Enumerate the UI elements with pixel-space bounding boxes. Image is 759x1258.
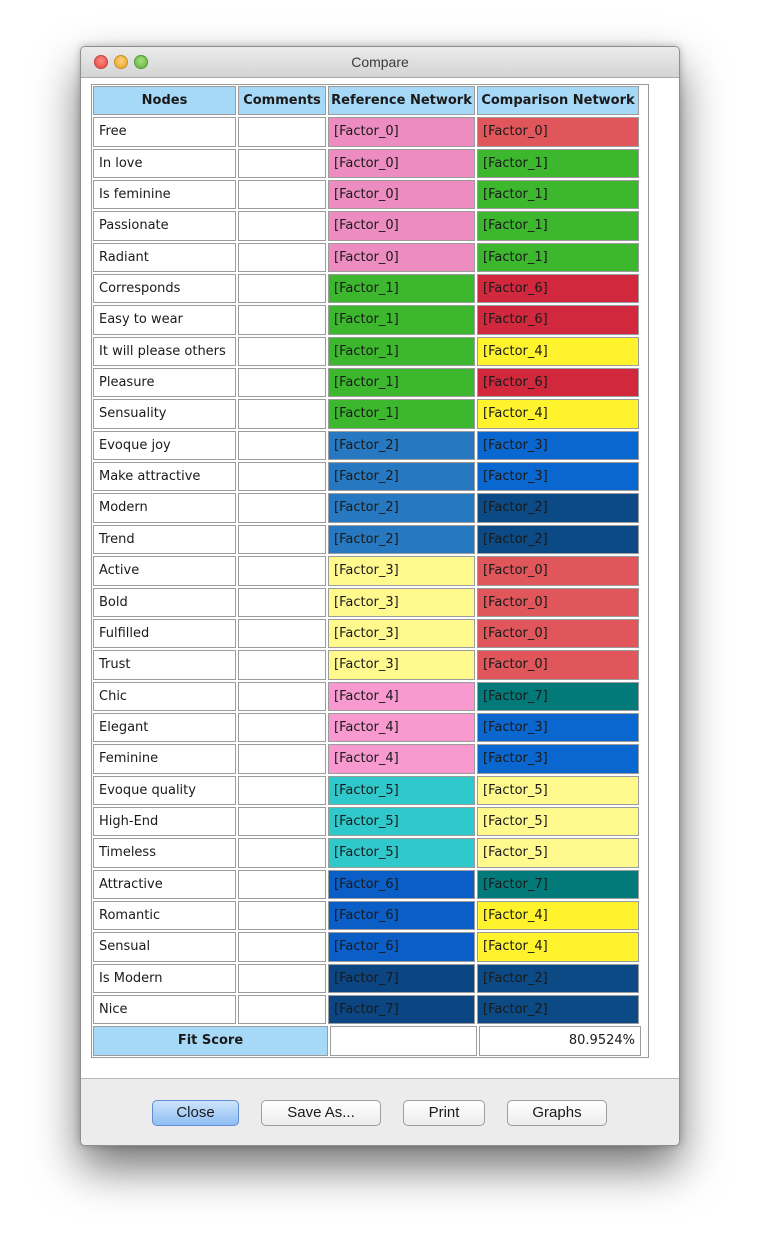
reference-factor-cell[interactable]: [Factor_3] <box>328 619 475 648</box>
comparison-factor-cell[interactable]: [Factor_4] <box>477 399 639 428</box>
header-row <box>92 85 648 116</box>
comparison-factor-cell[interactable]: [Factor_4] <box>477 901 639 930</box>
button-bar <box>81 1078 679 1145</box>
table-row <box>92 837 648 868</box>
reference-factor-cell[interactable]: [Factor_5] <box>328 807 475 836</box>
reference-factor-cell[interactable]: [Factor_2] <box>328 525 475 554</box>
table-row <box>92 555 648 586</box>
reference-factor-cell[interactable]: [Factor_6] <box>328 901 475 930</box>
reference-factor-cell[interactable]: [Factor_2] <box>328 493 475 522</box>
comment-cell[interactable] <box>238 431 326 460</box>
comparison-factor-cell[interactable]: [Factor_1] <box>477 149 639 178</box>
graphs-button[interactable]: Graphs <box>507 1100 607 1126</box>
comment-cell[interactable] <box>238 211 326 240</box>
table-row <box>92 367 648 398</box>
window-title: Compare <box>351 54 409 70</box>
table-row <box>92 963 648 994</box>
node-cell[interactable]: Sensual <box>93 932 236 961</box>
node-cell[interactable]: Is Modern <box>93 964 236 993</box>
comparison-factor-cell[interactable]: [Factor_1] <box>477 180 639 209</box>
node-cell[interactable]: Attractive <box>93 870 236 899</box>
table-row <box>92 242 648 273</box>
fit-score-row <box>92 1025 648 1056</box>
node-cell[interactable]: Romantic <box>93 901 236 930</box>
comment-cell[interactable] <box>238 149 326 178</box>
table-row <box>92 179 648 210</box>
table-row <box>92 806 648 837</box>
comparison-factor-cell[interactable]: [Factor_3] <box>477 431 639 460</box>
reference-factor-cell[interactable]: [Factor_4] <box>328 713 475 742</box>
comparison-factor-cell[interactable]: [Factor_4] <box>477 337 639 366</box>
table-row <box>92 210 648 241</box>
node-cell[interactable]: Modern <box>93 493 236 522</box>
header-comments[interactable]: Comments <box>238 86 326 115</box>
node-cell[interactable]: Evoque joy <box>93 431 236 460</box>
fit-score-label: Fit Score <box>93 1026 328 1055</box>
comment-cell[interactable] <box>238 493 326 522</box>
comparison-factor-cell[interactable]: [Factor_3] <box>477 744 639 773</box>
table-row <box>92 743 648 774</box>
table-row <box>92 869 648 900</box>
node-cell[interactable]: Radiant <box>93 243 236 272</box>
comment-cell[interactable] <box>238 932 326 961</box>
reference-factor-cell[interactable]: [Factor_0] <box>328 211 475 240</box>
comment-cell[interactable] <box>238 117 326 146</box>
node-cell[interactable]: Is feminine <box>93 180 236 209</box>
comparison-factor-cell[interactable]: [Factor_4] <box>477 932 639 961</box>
content-area <box>81 78 679 1078</box>
reference-factor-cell[interactable]: [Factor_2] <box>328 462 475 491</box>
comment-cell[interactable] <box>238 650 326 679</box>
comparison-factor-cell[interactable]: [Factor_5] <box>477 807 639 836</box>
comment-cell[interactable] <box>238 619 326 648</box>
comparison-factor-cell[interactable]: [Factor_3] <box>477 462 639 491</box>
node-cell[interactable]: Active <box>93 556 236 585</box>
node-cell[interactable]: Sensuality <box>93 399 236 428</box>
table-row <box>92 304 648 335</box>
comparison-factor-cell[interactable]: [Factor_5] <box>477 776 639 805</box>
node-cell[interactable]: Evoque quality <box>93 776 236 805</box>
node-cell[interactable]: Bold <box>93 588 236 617</box>
comment-cell[interactable] <box>238 305 326 334</box>
reference-factor-cell[interactable]: [Factor_1] <box>328 399 475 428</box>
node-cell[interactable]: In love <box>93 149 236 178</box>
close-button[interactable]: Close <box>152 1100 239 1126</box>
comment-cell[interactable] <box>238 744 326 773</box>
table-row <box>92 712 648 743</box>
node-cell[interactable]: Corresponds <box>93 274 236 303</box>
fit-score-empty-cell <box>330 1026 477 1055</box>
comment-cell[interactable] <box>238 399 326 428</box>
comment-cell[interactable] <box>238 995 326 1024</box>
node-cell[interactable]: Passionate <box>93 211 236 240</box>
comment-cell[interactable] <box>238 870 326 899</box>
comparison-factor-cell[interactable]: [Factor_1] <box>477 243 639 272</box>
reference-factor-cell[interactable]: [Factor_0] <box>328 180 475 209</box>
comparison-factor-cell[interactable]: [Factor_3] <box>477 713 639 742</box>
table-row <box>92 116 648 147</box>
comment-cell[interactable] <box>238 180 326 209</box>
table-row <box>92 148 648 179</box>
comparison-factor-cell[interactable]: [Factor_2] <box>477 995 639 1024</box>
comment-cell[interactable] <box>238 556 326 585</box>
reference-factor-cell[interactable]: [Factor_5] <box>328 776 475 805</box>
table-row <box>92 524 648 555</box>
reference-factor-cell[interactable]: [Factor_6] <box>328 870 475 899</box>
table-row <box>92 398 648 429</box>
reference-factor-cell[interactable]: [Factor_3] <box>328 588 475 617</box>
comparison-factor-cell[interactable]: [Factor_6] <box>477 305 639 334</box>
table-row <box>92 931 648 962</box>
table-body <box>92 116 648 1025</box>
comparison-factor-cell[interactable]: [Factor_0] <box>477 619 639 648</box>
node-cell[interactable]: Timeless <box>93 838 236 867</box>
compare-window <box>80 46 680 1146</box>
reference-factor-cell[interactable]: [Factor_7] <box>328 995 475 1024</box>
comment-cell[interactable] <box>238 243 326 272</box>
reference-factor-cell[interactable]: [Factor_2] <box>328 431 475 460</box>
node-cell[interactable]: Chic <box>93 682 236 711</box>
reference-factor-cell[interactable]: [Factor_1] <box>328 368 475 397</box>
table-row <box>92 430 648 461</box>
comment-cell[interactable] <box>238 588 326 617</box>
node-cell[interactable]: Fulfilled <box>93 619 236 648</box>
table-row <box>92 649 648 680</box>
header-nodes[interactable]: Nodes <box>93 86 236 115</box>
node-cell[interactable]: Trend <box>93 525 236 554</box>
reference-factor-cell[interactable]: [Factor_5] <box>328 838 475 867</box>
reference-factor-cell[interactable]: [Factor_0] <box>328 149 475 178</box>
reference-factor-cell[interactable]: [Factor_4] <box>328 682 475 711</box>
comment-cell[interactable] <box>238 964 326 993</box>
header-comparison-network[interactable]: Comparison Network <box>477 86 639 115</box>
table-row <box>92 492 648 523</box>
table-row <box>92 618 648 649</box>
comment-cell[interactable] <box>238 462 326 491</box>
table-row <box>92 587 648 618</box>
comment-cell[interactable] <box>238 274 326 303</box>
print-button[interactable]: Print <box>403 1100 485 1126</box>
table-row <box>92 336 648 367</box>
comparison-factor-cell[interactable]: [Factor_6] <box>477 274 639 303</box>
comparison-factor-cell[interactable]: [Factor_0] <box>477 556 639 585</box>
comparison-factor-cell[interactable]: [Factor_0] <box>477 650 639 679</box>
comment-cell[interactable] <box>238 682 326 711</box>
table-row <box>92 461 648 492</box>
comparison-factor-cell[interactable]: [Factor_0] <box>477 588 639 617</box>
node-cell[interactable]: Nice <box>93 995 236 1024</box>
node-cell[interactable]: Easy to wear <box>93 305 236 334</box>
node-cell[interactable]: Trust <box>93 650 236 679</box>
comment-cell[interactable] <box>238 713 326 742</box>
title-bar[interactable] <box>81 47 679 78</box>
comment-cell[interactable] <box>238 368 326 397</box>
comment-cell[interactable] <box>238 838 326 867</box>
header-reference-network[interactable]: Reference Network <box>328 86 475 115</box>
reference-factor-cell[interactable]: [Factor_1] <box>328 337 475 366</box>
reference-factor-cell[interactable]: [Factor_1] <box>328 274 475 303</box>
node-cell[interactable]: Free <box>93 117 236 146</box>
table-row <box>92 273 648 304</box>
comparison-factor-cell[interactable]: [Factor_2] <box>477 525 639 554</box>
fit-score-value: 80.9524% <box>479 1026 641 1055</box>
node-cell[interactable]: It will please others <box>93 337 236 366</box>
comparison-factor-cell[interactable]: [Factor_6] <box>477 368 639 397</box>
reference-factor-cell[interactable]: [Factor_7] <box>328 964 475 993</box>
table-row <box>92 994 648 1025</box>
save-as-button[interactable]: Save As... <box>261 1100 381 1126</box>
reference-factor-cell[interactable]: [Factor_0] <box>328 243 475 272</box>
node-cell[interactable]: Pleasure <box>93 368 236 397</box>
comparison-factor-cell[interactable]: [Factor_2] <box>477 964 639 993</box>
reference-factor-cell[interactable]: [Factor_4] <box>328 744 475 773</box>
node-cell[interactable]: Make attractive <box>93 462 236 491</box>
reference-factor-cell[interactable]: [Factor_3] <box>328 556 475 585</box>
node-cell[interactable]: High-End <box>93 807 236 836</box>
comment-cell[interactable] <box>238 337 326 366</box>
reference-factor-cell[interactable]: [Factor_0] <box>328 117 475 146</box>
comment-cell[interactable] <box>238 776 326 805</box>
comparison-factor-cell[interactable]: [Factor_2] <box>477 493 639 522</box>
table-row <box>92 775 648 806</box>
reference-factor-cell[interactable]: [Factor_3] <box>328 650 475 679</box>
comparison-factor-cell[interactable]: [Factor_0] <box>477 117 639 146</box>
comparison-factor-cell[interactable]: [Factor_7] <box>477 870 639 899</box>
reference-factor-cell[interactable]: [Factor_6] <box>328 932 475 961</box>
table-row <box>92 681 648 712</box>
comparison-factor-cell[interactable]: [Factor_1] <box>477 211 639 240</box>
table-row <box>92 900 648 931</box>
comment-cell[interactable] <box>238 525 326 554</box>
reference-factor-cell[interactable]: [Factor_1] <box>328 305 475 334</box>
node-cell[interactable]: Elegant <box>93 713 236 742</box>
comparison-factor-cell[interactable]: [Factor_5] <box>477 838 639 867</box>
comment-cell[interactable] <box>238 901 326 930</box>
compare-table <box>91 84 649 1058</box>
comparison-factor-cell[interactable]: [Factor_7] <box>477 682 639 711</box>
comment-cell[interactable] <box>238 807 326 836</box>
node-cell[interactable]: Feminine <box>93 744 236 773</box>
